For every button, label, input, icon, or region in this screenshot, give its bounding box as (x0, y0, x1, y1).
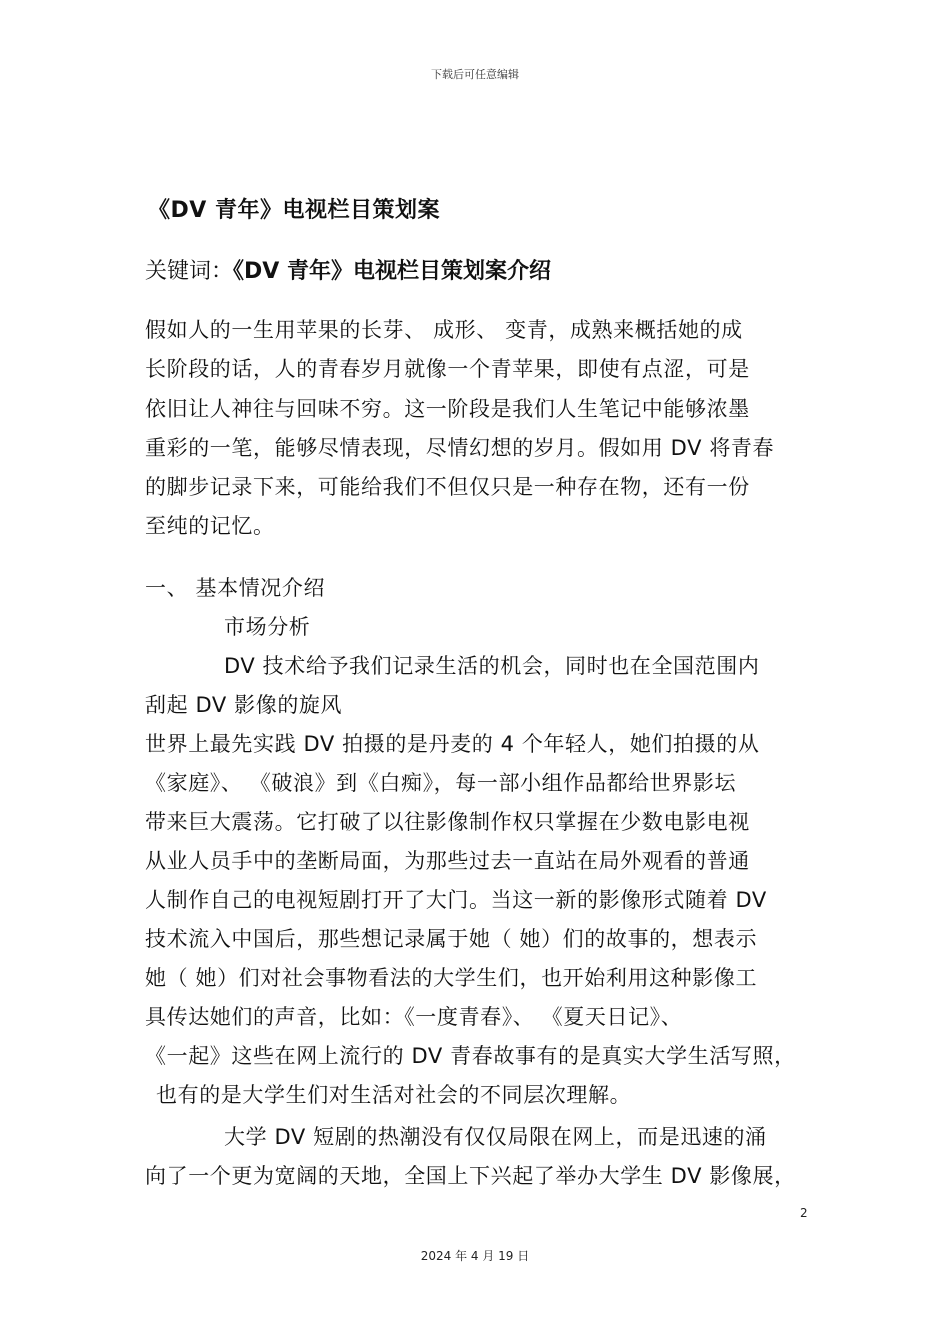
paragraph-line: 世界上最先实践 DV 拍摄的是丹麦的 4 个年轻人，她们拍摄的从 (145, 732, 760, 756)
paragraph-line: 刮起 DV 影像的旋风 (145, 693, 343, 717)
page-number: 2 (800, 1206, 808, 1220)
intro-line: 至纯的记忆。 (145, 514, 275, 538)
document-title: 《DV 青年》电视栏目策划案 (148, 198, 440, 223)
footer-date: 2024 年 4 月 19 日 (420, 1249, 530, 1263)
paragraph-line: 人制作自己的电视短剧打开了大门。当这一新的影像形式随着 DV (145, 888, 767, 912)
intro-line: 长阶段的话，人的青春岁月就像一个青苹果，即使有点涩，可是 (145, 357, 750, 381)
paragraph-line: 具传达她们的声音，比如：《一度青春》、 《夏天日记》、 (145, 1005, 683, 1029)
paragraph-line: DV 技术给予我们记录生活的机会，同时也在全国范围内 (224, 654, 760, 678)
intro-line: 依旧让人神往与回味不穷。这一阶段是我们人生笔记中能够浓墨 (145, 397, 750, 421)
paragraph-line: 向了一个更为宽阔的天地，全国上下兴起了举办大学生 DV 影像展， (145, 1164, 796, 1188)
paragraph-line: 也有的是大学生们对生活对社会的不同层次理解。 (156, 1083, 632, 1107)
paragraph-line: 技术流入中国后，那些想记录属于她（ 她）们的故事的，想表示 (145, 927, 758, 951)
keywords-line (145, 254, 551, 285)
intro-line: 假如人的一生用苹果的长芽、 成形、 变青，成熟来概括她的成 (145, 318, 743, 342)
paragraph-line: 从业人员手中的垄断局面，为那些过去一直站在局外观看的普通 (145, 849, 750, 873)
paragraph-line: 带来巨大震荡。它打破了以往影像制作权只掌握在少数电影电视 (145, 810, 750, 834)
paragraph-line: 大学 DV 短剧的热潮没有仅仅局限在网上，而是迅速的涌 (224, 1125, 767, 1149)
subsection-heading: 市场分析 (224, 615, 311, 639)
keywords-label: 关键词： (145, 259, 234, 284)
intro-line: 重彩的一笔，能够尽情表现，尽情幻想的岁月。假如用 DV 将青春 (145, 436, 775, 460)
paragraph-line: 《一起》这些在网上流行的 DV 青春故事有的是真实大学生活写照， (145, 1044, 796, 1068)
keywords-value: 《DV 青年》电视栏目策划案介绍 (233, 259, 551, 284)
intro-line: 的脚步记录下来，可能给我们不但仅只是一种存在物，还有一份 (145, 475, 750, 499)
section-heading: 一、 基本情况介绍 (145, 576, 326, 600)
paragraph-line: 《家庭》、 《破浪》到《白痴》，每一部小组作品都给世界影坛 (145, 771, 737, 795)
header-note: 下载后可任意编辑 (431, 68, 519, 81)
paragraph-line: 她（ 她）们对社会事物看法的大学生们，也开始利用这种影像工 (145, 966, 758, 990)
